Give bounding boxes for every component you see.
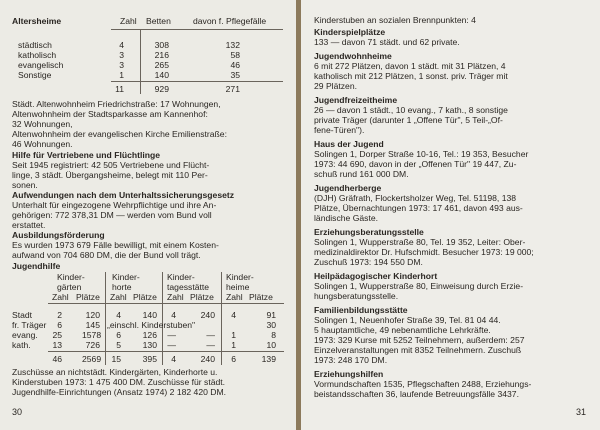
section-line: 1973: 44 690, davon in der „Offenen Tür" 19 447, Zu- <box>314 159 517 169</box>
section-title: Haus der Jugend <box>314 139 384 149</box>
altersheime-cell: 4 <box>119 40 124 50</box>
jh-footer-line: Zuschüsse an nichtstädt. Kindergärten, Kinderhorte u. <box>12 367 218 377</box>
ausbildung-line: Es wurden 1973 679 Fälle bewilligt, mit einem Kosten- <box>12 240 219 250</box>
jh-row-label: evang. <box>12 330 38 340</box>
section-line: private Träger (darunter 1 „Offene Tür", 5 Teil-„Of- <box>314 115 503 125</box>
jh-cell: 91 <box>266 310 276 320</box>
unterhalt-line: gehörigen: 772 378,31 DM — werden vom Bund voll <box>12 210 212 220</box>
jh-cell: 140 <box>142 310 157 320</box>
section-title: Erziehungshilfen <box>314 369 384 379</box>
section-line: katholisch mit 212 Plätzen, 1 sonst. priv. Träger mit <box>314 71 508 81</box>
jh-sub-header: Zahl <box>226 292 243 302</box>
wohnheim-line: Städt. Altenwohnheim Friedrichstraße: 17 Wohnungen, <box>12 99 221 109</box>
jh-header-rule <box>48 303 284 304</box>
jh-cell: 240 <box>200 310 215 320</box>
section-line: Solingen 1, Wupperstraße 80, Einweisung durch Erzie- <box>314 281 524 291</box>
jh-cell: 6 <box>57 320 62 330</box>
altersheime-total-rule <box>111 81 283 82</box>
jh-cell: — <box>167 330 176 340</box>
section-line: Solingen 1, Wupperstraße 80, Tel. 19 352, Leiter: Ober- <box>314 237 526 247</box>
left-page <box>0 0 296 430</box>
jh-row-label: fr. Träger <box>12 320 47 330</box>
jh-total-cell: 2569 <box>82 354 102 364</box>
altersheime-cell: 3 <box>119 50 124 60</box>
jh-cell: 120 <box>85 310 100 320</box>
section-title: Heilpädagogischer Kinderhort <box>314 271 438 281</box>
altersheime-cell: 46 <box>230 60 240 70</box>
jh-cell: 1 <box>231 330 236 340</box>
wohnheim-line: 32 Wohnungen, <box>12 119 73 129</box>
jh-cell: 126 <box>142 330 157 340</box>
section-line: ländische Gäste. <box>314 213 379 223</box>
altersheime-row-label: katholisch <box>18 50 57 60</box>
section-line: 133 — davon 71 städt. und 62 private. <box>314 37 460 47</box>
section-title: Jugendherberge <box>314 183 382 193</box>
jh-footer-line: Jugendhilfe-Einrichtungen (Ansatz 1974) 2 182 420 DM. <box>12 387 227 397</box>
altersheime-row-label: Sonstige <box>18 70 52 80</box>
altersheime-cell: 58 <box>230 50 240 60</box>
section-line: (DJH) Gräfrath, Flockertsholzer Weg, Tel. 51198, 138 <box>314 193 517 203</box>
altersheime-row-label: evangelisch <box>18 60 64 70</box>
section-line: hungsberatungsstelle. <box>314 291 399 301</box>
unterhalt-title: Aufwendungen nach dem Unterhaltssicherungsgesetz <box>12 190 235 200</box>
jh-cell: 726 <box>85 340 100 350</box>
jh-sub-header: Zahl <box>110 292 127 302</box>
altersheime-cell: 216 <box>154 50 169 60</box>
jh-row-note: „einschl. Kinderstuben" <box>107 320 196 330</box>
section-line: 1973: 329 Kurse mit 5252 Teilnehmern, außerdem: 257 <box>314 335 525 345</box>
jh-col-header: tagesstätte <box>167 282 210 292</box>
vertriebene-line: sonen. <box>12 180 38 190</box>
section-line: 1973: 248 170 DM. <box>314 355 388 365</box>
jh-cell: 5 <box>116 340 121 350</box>
section-line: 29 Plätzen. <box>314 81 357 91</box>
jh-cell: — <box>206 340 215 350</box>
unterhalt-line: Unterhalt für eingezogene Wehrpflichtige und ihre An- <box>12 200 217 210</box>
altersheime-row-label: städtisch <box>18 40 52 50</box>
wohnheim-line: 46 Wohnungen. <box>12 139 73 149</box>
jh-sub-header: Plätze <box>76 292 100 302</box>
jugendhilfe-title: Jugendhilfe <box>12 261 61 271</box>
section-line: Solingen 1, Neuenhofer Straße 39, Tel. 81 04 44. <box>314 315 501 325</box>
section-line: fene-Türen"). <box>314 125 365 135</box>
jh-cell: 2 <box>57 310 62 320</box>
altersheime-cell: 3 <box>119 60 124 70</box>
jh-sub-header: Zahl <box>167 292 184 302</box>
jh-cell: 4 <box>231 310 236 320</box>
jh-total-cell: 4 <box>171 354 176 364</box>
jh-total-cell: 6 <box>231 354 236 364</box>
jh-row-label: kath. <box>12 340 31 350</box>
wohnheim-line: Altenwohnheim der evangelischen Kirche Emilienstraße: <box>12 129 227 139</box>
jh-col-header: Kinder- <box>112 272 140 282</box>
altersheime-cell: 35 <box>230 70 240 80</box>
jh-cell: 8 <box>271 330 276 340</box>
jh-cell: 130 <box>142 340 157 350</box>
section-line: Plätze, Übernachtungen 1973: 17 461, davon 493 aus- <box>314 203 523 213</box>
jh-cell: 13 <box>52 340 62 350</box>
section-title: Jugendwohnheime <box>314 51 392 61</box>
jh-sub-header: Plätze <box>133 292 157 302</box>
section-title: Familienbildungsstätte <box>314 305 408 315</box>
section-line: 26 — davon 1 städt., 10 evang., 7 kath., 8 sonstige <box>314 105 508 115</box>
jh-col-header: Kinder- <box>167 272 195 282</box>
jh-total-cell: 395 <box>142 354 157 364</box>
jh-col-header: Kinder- <box>226 272 254 282</box>
section-line: 5 hauptamtliche, 49 nebenamtliche Lehrkräfte. <box>314 325 491 335</box>
altersheime-title: Altersheime <box>12 16 62 26</box>
altersheime-header-zahl: Zahl <box>120 16 137 26</box>
section-line: beistandsschaften 36, laufende Betreuungsfälle 3437. <box>314 389 519 399</box>
section-line: Zuschuß 1973: 194 550 DM. <box>314 257 423 267</box>
altersheime-total-zahl: 11 <box>115 84 124 94</box>
section-line: Einzelveranstaltungen mit 8352 Teilnehmern. Zuschuß <box>314 345 522 355</box>
page-number-left: 30 <box>12 407 23 417</box>
jh-row-label: Stadt <box>12 310 33 320</box>
wohnheim-line: Altenwohnheim der Stadtsparkasse am Kannenhof: <box>12 109 208 119</box>
section-line: 6 mit 272 Plätzen, davon 1 städt. mit 31 Plätzen, 4 <box>314 61 506 71</box>
altersheime-total-betten: 929 <box>154 84 169 94</box>
altersheime-cell: 308 <box>154 40 169 50</box>
altersheime-col-divider <box>140 29 141 94</box>
altersheime-cell: 1 <box>119 70 124 80</box>
jh-cell: 1 <box>231 340 236 350</box>
jh-total-cell: 139 <box>261 354 276 364</box>
jh-cell: 1578 <box>82 330 102 340</box>
jh-cell: 145 <box>85 320 100 330</box>
jh-cell: 25 <box>52 330 62 340</box>
jh-cell: 30 <box>266 320 276 330</box>
jh-cell: — <box>167 340 176 350</box>
jh-total-cell: 240 <box>200 354 215 364</box>
altersheime-cell: 265 <box>154 60 169 70</box>
jh-sub-header: Plätze <box>249 292 273 302</box>
jh-cell: 4 <box>116 310 121 320</box>
section-title: Jugendfreizeitheime <box>314 95 398 105</box>
jh-cell: — <box>206 330 215 340</box>
jh-col-header: horte <box>112 282 132 292</box>
jh-col-header: gärten <box>57 282 82 292</box>
section-line: Vormundschaften 1535, Pflegschaften 2488, Erziehungs- <box>314 379 532 389</box>
altersheime-total-pflege: 271 <box>225 84 240 94</box>
ausbildung-title: Ausbildungsförderung <box>12 230 105 240</box>
vertriebene-line: linge, 3 städt. Übergangsheime, belegt mit 110 Per- <box>12 170 208 180</box>
kinderstuben-line: Kinderstuben an sozialen Brennpunkten: 4 <box>314 15 476 25</box>
altersheime-cell: 140 <box>154 70 169 80</box>
vertriebene-line: Seit 1945 registriert: 42 505 Vertriebene und Flücht- <box>12 160 210 170</box>
ausbildung-line: aufwand von 704 680 DM, die der Bund voll trägt. <box>12 250 201 260</box>
right-page <box>301 0 600 430</box>
altersheime-header-rule <box>111 29 283 30</box>
section-line: Solingen 1, Dorper Straße 10-16, Tel.: 19 353, Besucher <box>314 149 529 159</box>
altersheime-header-betten: Betten <box>146 16 171 26</box>
page-number-right: 31 <box>576 407 587 417</box>
unterhalt-line: erstattet. <box>12 220 46 230</box>
jh-footer-line: Kinderstuben 1973: 1 475 400 DM. Zuschüsse für städt. <box>12 377 226 387</box>
jh-cell: 6 <box>116 330 121 340</box>
section-title: Erziehungsberatungsstelle <box>314 227 424 237</box>
jh-cell: 4 <box>171 310 176 320</box>
section-line: medizinaldirektor Dr. Hufschmidt. Besucher 1973: 19 000; <box>314 247 534 257</box>
vertriebene-title: Hilfe für Vertriebene und Flüchtlinge <box>12 150 161 160</box>
jh-total-cell: 15 <box>111 354 121 364</box>
jh-total-rule <box>48 351 284 352</box>
jh-col-header: Kinder- <box>57 272 85 282</box>
jh-sub-header: Zahl <box>52 292 69 302</box>
jh-total-cell: 46 <box>52 354 62 364</box>
jh-sub-header: Plätze <box>190 292 214 302</box>
altersheime-header-pflege: davon f. Pflegefälle <box>193 16 267 26</box>
altersheime-cell: 132 <box>225 40 240 50</box>
section-line: schuß rund 161 000 DM. <box>314 169 409 179</box>
jh-col-header: heime <box>226 282 250 292</box>
jh-cell: 10 <box>266 340 276 350</box>
section-title: Kinderspielplätze <box>314 27 386 37</box>
